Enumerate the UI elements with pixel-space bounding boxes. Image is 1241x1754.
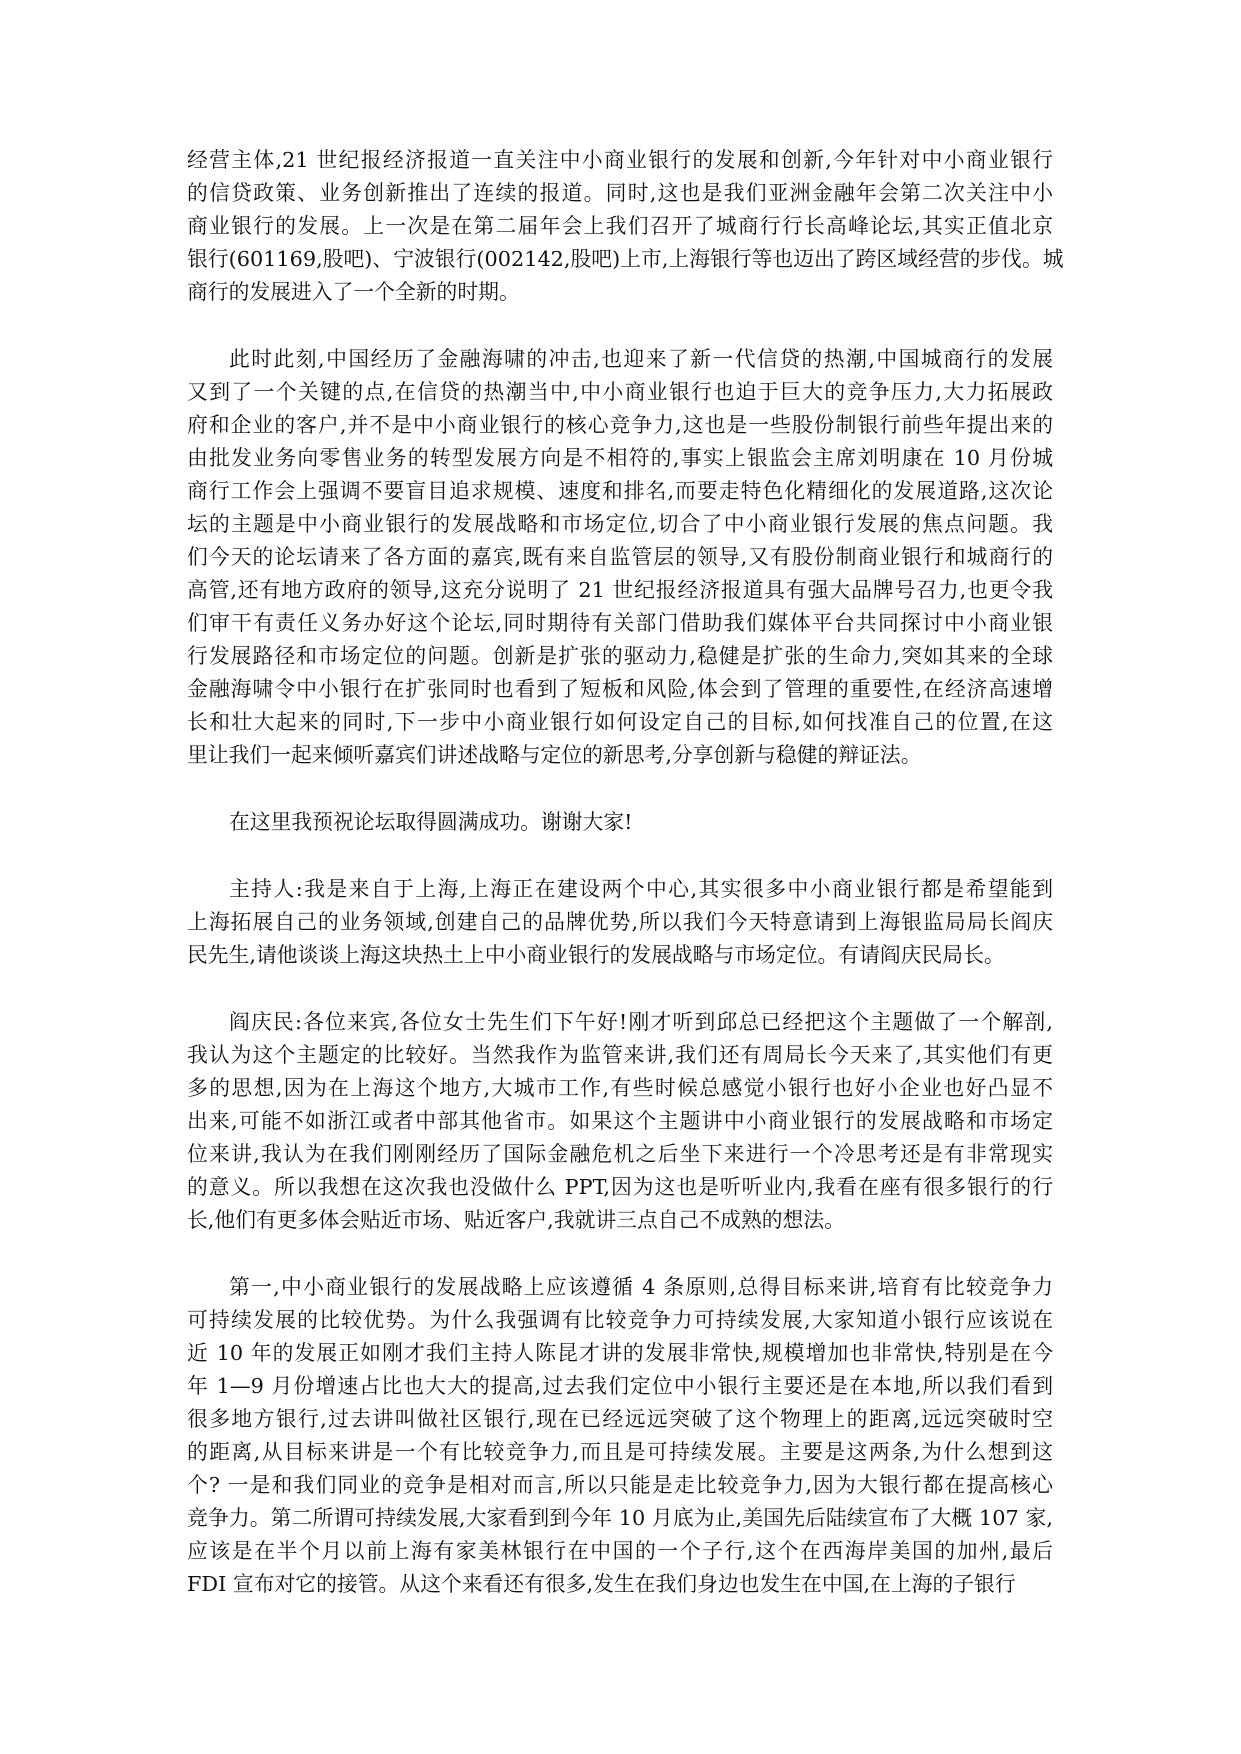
paragraph xyxy=(187,1271,1053,1601)
text-line: 近 10 年的发展正如刚才我们主持人陈昆才讲的发展非常快,规模增加也非常快,特别是在今 xyxy=(187,1341,1053,1365)
text-line: 的信贷政策、业务创新推出了连续的报道。同时,这也是我们亚洲金融年会第二次关注中小 xyxy=(187,181,1053,205)
text-line: 在这里我预祝论坛取得圆满成功。谢谢大家! xyxy=(229,810,633,834)
text-line: 经营主体,21 世纪报经济报道一直关注中小商业银行的发展和创新,今年针对中小商业银行 xyxy=(187,148,1053,172)
text-line: 民先生,请他谈谈上海这块热土上中小商业银行的发展战略与市场定位。有请阎庆民局长。 xyxy=(187,943,1005,967)
text-line: 多的思想,因为在上海这个地方,大城市工作,有些时候总感觉小银行也好小企业也好凸显不 xyxy=(187,1076,1053,1100)
text-line: 的意义。所以我想在这次我也没做什么 PPT,因为这也是听听业内,我看在座有很多银行的行 xyxy=(187,1175,1053,1199)
paragraph xyxy=(187,873,1053,972)
text-line: FDI 宣布对它的接管。从这个来看还有很多,发生在我们身边也发生在中国,在上海的子银行 xyxy=(187,1572,1016,1596)
text-line: 长和壮大起来的同时,下一步中小商业银行如何设定自己的目标,如何找准自己的位置,在这 xyxy=(187,710,1053,734)
text-line: 位来讲,我认为在我们刚刚经历了国际金融危机之后坐下来进行一个冷思考还是有非常现实 xyxy=(187,1142,1053,1166)
text-line: 里让我们一起来倾听嘉宾们讲述战略与定位的新思考,分享创新与稳健的辩证法。 xyxy=(187,743,922,767)
text-line: 商行工作会上强调不要盲目追求规模、速度和排名,而要走特色化精细化的发展道路,这次论 xyxy=(187,479,1053,503)
text-line: 年 1—9 月份增速占比也大大的提高,过去我们定位中小银行主要还是在本地,所以我们看到 xyxy=(187,1374,1053,1398)
text-line: 第一,中小商业银行的发展战略上应该遵循 4 条原则,总得目标来讲,培育有比较竞争力 xyxy=(229,1275,1053,1299)
text-line: 高管,还有地方政府的领导,这充分说明了 21 世纪报经济报道具有强大品牌号召力,也更令我 xyxy=(187,578,1053,602)
text-line: 个? 一是和我们同业的竞争是相对而言,所以只能是走比较竞争力,因为大银行都在提高核心 xyxy=(187,1473,1053,1497)
text-line: 应该是在半个月以前上海有家美林银行在中国的一个子行,这个在西海岸美国的加州,最后 xyxy=(187,1539,1053,1563)
paragraph xyxy=(187,343,1053,772)
text-line: 阎庆民:各位来宾,各位女士先生们下午好!刚才听到邱总已经把这个主题做了一个解剖, xyxy=(229,1010,1053,1034)
text-line: 商行的发展进入了一个全新的时期。 xyxy=(187,280,520,304)
text-line: 们今天的论坛请来了各方面的嘉宾,既有来自监管层的领导,又有股份制商业银行和城商行的 xyxy=(187,545,1053,569)
paragraph xyxy=(187,1006,1053,1237)
text-line: 此时此刻,中国经历了金融海啸的冲击,也迎来了新一代信贷的热潮,中国城商行的发展 xyxy=(229,347,1053,371)
text-line: 由批发业务向零售业务的转型发展方向是不相符的,事实上银监会主席刘明康在 10 月份城 xyxy=(187,446,1053,470)
text-line: 银行(601169,股吧)、宁波银行(002142,股吧)上市,上海银行等也迈出了跨区域经营的步伐。城 xyxy=(187,247,1064,271)
text-line: 竞争力。第二所谓可持续发展,大家看到到今年 10 月底为止,美国先后陆续宣布了大概 107 家, xyxy=(187,1506,1053,1530)
text-line: 的距离,从目标来讲是一个有比较竞争力,而且是可持续发展。主要是这两条,为什么想到这 xyxy=(187,1440,1053,1464)
text-line: 行发展路径和市场定位的问题。创新是扩张的驱动力,稳健是扩张的生命力,突如其来的全球 xyxy=(187,644,1053,668)
text-line: 们审干有责任义务办好这个论坛,同时期待有关部门借助我们媒体平台共同探讨中小商业银 xyxy=(187,611,1053,635)
text-line: 主持人:我是来自于上海,上海正在建设两个中心,其实很多中小商业银行都是希望能到 xyxy=(229,877,1053,901)
text-line: 我认为这个主题定的比较好。当然我作为监管来讲,我们还有周局长今天来了,其实他们有更 xyxy=(187,1043,1053,1067)
text-line: 府和企业的客户,并不是中小商业银行的核心竞争力,这也是一些股份制银行前些年提出来的 xyxy=(187,413,1053,437)
text-line: 出来,可能不如浙江或者中部其他省市。如果这个主题讲中小商业银行的发展战略和市场定 xyxy=(187,1109,1053,1133)
text-line: 坛的主题是中小商业银行的发展战略和市场定位,切合了中小商业银行发展的焦点问题。我 xyxy=(187,512,1053,536)
text-line: 金融海啸令中小银行在扩张同时也看到了短板和风险,体会到了管理的重要性,在经济高速增 xyxy=(187,677,1053,701)
text-line: 上海拓展自己的业务领域,创建自己的品牌优势,所以我们今天特意请到上海银监局局长阎庆 xyxy=(187,910,1053,934)
text-line: 可持续发展的比较优势。为什么我强调有比较竞争力可持续发展,大家知道小银行应该说在 xyxy=(187,1308,1053,1332)
text-line: 很多地方银行,过去讲叫做社区银行,现在已经远远突破了这个物理上的距离,远远突破时空 xyxy=(187,1407,1053,1431)
text-line: 长,他们有更多体会贴近市场、贴近客户,我就讲三点自己不成熟的想法。 xyxy=(187,1208,845,1232)
paragraph xyxy=(187,144,1064,309)
paragraph xyxy=(187,806,1053,839)
text-line: 又到了一个关键的点,在信贷的热潮当中,中小商业银行也迫于巨大的竞争压力,大力拓展政 xyxy=(187,380,1053,404)
document-body xyxy=(187,144,1064,1601)
text-line: 商业银行的发展。上一次是在第二届年会上我们召开了城商行行长高峰论坛,其实正值北京 xyxy=(187,214,1053,238)
